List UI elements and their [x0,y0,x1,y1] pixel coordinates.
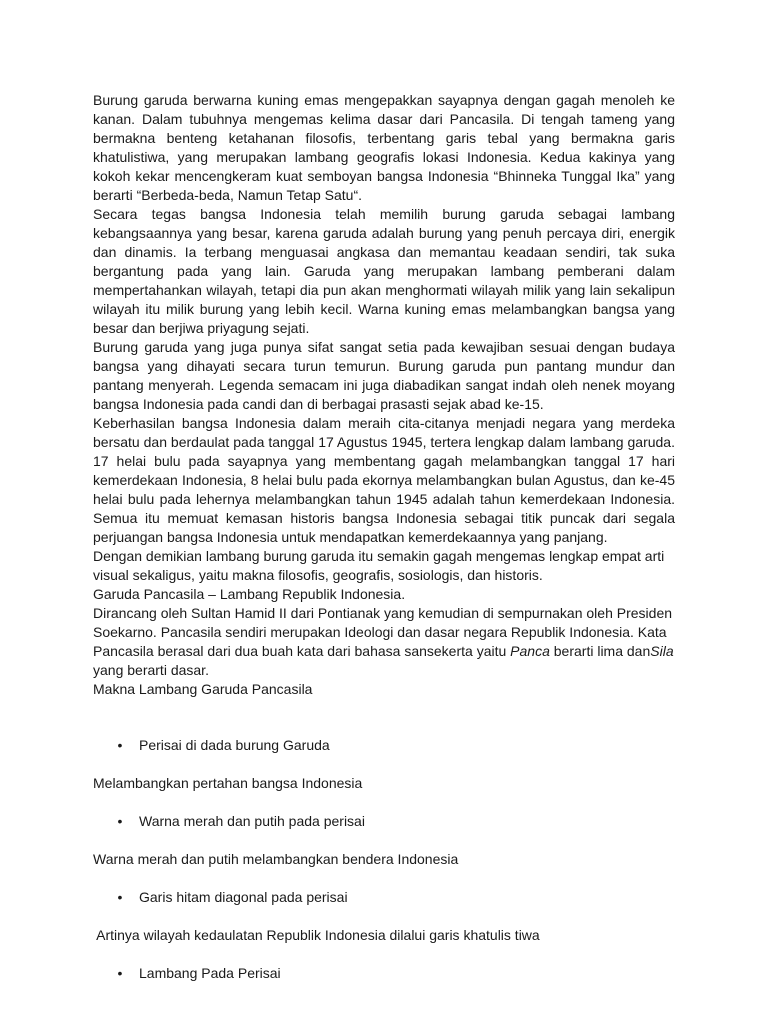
paragraph-empat-arti: Dengan demikian lambang burung garuda itu semakin gagah mengemas lengkap empat arti visual sekaligus, yaitu makna filosofis, geografis, sosiologis, dan historis. [93,548,665,583]
text-berarti-dasar: yang berarti dasar. [93,662,209,678]
bullet-dot: • [117,737,123,753]
bullet-lambang-perisai [93,964,675,983]
word-panca: Panca [510,643,550,659]
bullet-text: Garis hitam diagonal pada perisai [139,889,348,905]
document-page [93,91,675,983]
bullet-text: Warna merah dan putih pada perisai [139,813,365,829]
paragraph-garuda-description: Burung garuda berwarna kuning emas mengepakkan sayapnya dengan gagah menoleh ke kanan. Dalam tubuhnya mengemas kelima dasar dari Pancasila. Di tengah tameng yang bermakna benteng ketahanan filosofis, terbentang garis tebal yang bermakna garis khatulistiwa, yang merupakan lambang geografis lokasi Indonesia. Kedua kakinya yang kokoh kekar mencengkeram kuat semboyan bangsa Indonesia “Bhinneka Tunggal Ika” yang berarti “Berbeda-beda, Namun Tetap Satu“. [93,92,675,203]
heading-lambang-republik: Garuda Pancasila – Lambang Republik Indonesia. [93,586,406,602]
bullet-garis-hitam [93,888,675,907]
paragraph-sultan-hamid-text: Dirancang oleh Sultan Hamid II dari Pontianak yang kemudian di sempurnakan oleh Presiden Soekarno. Pancasila sendiri merupakan Ideologi dan dasar negara Republik Indonesia. Kata Pancasila berasal dari dua buah kata dari bahasa sansekerta yaitu [93,605,673,659]
bullet-dot: • [117,813,123,829]
meaning-warna-merah-putih: Warna merah dan putih melambangkan bendera Indonesia [93,851,459,867]
word-sila: Sila [650,643,674,659]
bullet-warna-merah-putih [93,812,675,831]
text-berarti-lima: berarti lima dan [553,643,651,659]
bullet-text: Perisai di dada burung Garuda [139,737,330,753]
paragraph-keberhasilan: Keberhasilan bangsa Indonesia dalam meraih cita-citanya menjadi negara yang merdeka bersatu dan berdaulat pada tanggal 17 Agustus 1945, tertera lengkap dalam lambang garuda. 17 helai bulu pada sayapnya yang membentang gagah melambangkan tanggal 17 hari kemerdekaan Indonesia, 8 helai bulu pada ekornya melambangkan bulan Agustus, dan ke-45 helai bulu pada lehernya melambangkan tahun 1945 adalah tahun kemerdekaan Indonesia. Semua itu memuat kemasan historis bangsa Indonesia sebagai titik puncak dari segala perjuangan bangsa Indonesia untuk mendapatkan kemerdekaannya yang panjang. [93,415,675,545]
paragraph-bangsa-memilih-garuda: Secara tegas bangsa Indonesia telah memilih burung garuda sebagai lambang kebangsaannya yang besar, karena garuda adalah burung yang penuh percaya diri, energik dan dinamis. Ia terbang menguasai angkasa dan memantau keadaan sendiri, tak suka bergantung pada yang lain. Garuda yang merupakan lambang pemberani dalam mempertahankan wilayah, tetapi dia pun akan menghormati wilayah milik yang lain sekalipun wilayah itu milik burung yang lebih kecil. Warna kuning emas melambangkan bangsa yang besar dan berjiwa priyagung sejati. [93,206,675,336]
paragraph-sultan-hamid [93,604,675,680]
heading-makna-lambang: Makna Lambang Garuda Pancasila [93,681,313,697]
meaning-garis-hitam: Artinya wilayah kedaulatan Republik Indonesia dilalui garis khatulis tiwa [93,927,540,943]
meaning-perisai: Melambangkan pertahan bangsa Indonesia [93,775,363,791]
paragraph-sifat-setia: Burung garuda yang juga punya sifat sangat setia pada kewajiban sesuai dengan budaya bangsa yang dihayati secara turun temurun. Burung garuda pun pantang mundur dan pantang menyerah. Legenda semacam ini juga diabadikan sangat indah oleh nenek moyang bangsa Indonesia pada candi dan di berbagai prasasti sejak abad ke-15. [93,339,675,412]
bullet-text: Lambang Pada Perisai [139,965,281,981]
bullet-dot: • [117,965,123,981]
bullet-perisai [93,736,675,755]
bullet-dot: • [117,889,123,905]
